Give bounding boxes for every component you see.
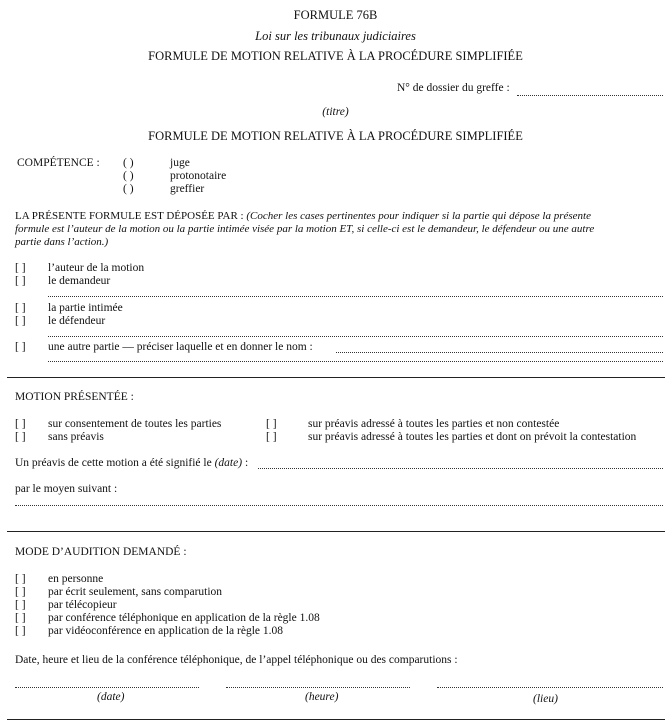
competence-checkbox-juge[interactable]: ( ) xyxy=(123,157,134,169)
hearing-date-label: (date) xyxy=(97,691,125,703)
form-number: FORMULE 76B xyxy=(293,8,378,22)
hearing-heading: MODE D’AUDITION DEMANDÉ : xyxy=(15,546,187,558)
notice-colon: : xyxy=(244,457,249,469)
means-field[interactable] xyxy=(15,505,663,506)
competence-label: COMPÉTENCE : xyxy=(17,157,100,169)
notice-date-label: (date) xyxy=(214,457,243,469)
hearing-time-label: (heure) xyxy=(305,691,339,703)
filed-by-heading: LA PRÉSENTE FORMULE EST DÉPOSÉE PAR : xyxy=(15,210,244,222)
checkbox-par-ecrit[interactable]: [ ] xyxy=(15,586,26,598)
title-placeholder: (titre) xyxy=(322,106,349,118)
section-divider-2 xyxy=(7,531,665,532)
option-consentement: sur consentement de toutes les parties xyxy=(48,418,222,430)
option-videoconference: par vidéoconférence en application de la règle 1.08 xyxy=(48,625,283,637)
notice-prefix: Un préavis de cette motion a été signifié le xyxy=(15,457,212,469)
hearing-time-field[interactable] xyxy=(226,687,410,688)
option-preavis-non-contestee: sur préavis adressé à toutes les parties et non contestée xyxy=(308,418,560,430)
competence-checkbox-greffier[interactable]: ( ) xyxy=(123,183,134,195)
competence-option-greffier: greffier xyxy=(170,183,205,195)
option-preavis-contestation: sur préavis adressé à toutes les parties et dont on prévoit la contestation xyxy=(308,431,637,443)
hearing-date-field[interactable] xyxy=(15,687,199,688)
checkbox-en-personne[interactable]: [ ] xyxy=(15,573,26,585)
checkbox-defendeur[interactable]: [ ] xyxy=(15,315,26,327)
option-sans-preavis: sans préavis xyxy=(48,431,104,443)
checkbox-auteur-motion[interactable]: [ ] xyxy=(15,262,26,274)
checkbox-partie-intimee[interactable]: [ ] xyxy=(15,302,26,314)
option-telecopieur: par télécopieur xyxy=(48,599,117,611)
defendeur-name-field[interactable] xyxy=(48,336,663,337)
autre-partie-field[interactable] xyxy=(336,352,663,353)
checkbox-telecopieur[interactable]: [ ] xyxy=(15,599,26,611)
filed-by-instruction-2: formule est l’auteur de la motion ou la partie intimée visée par la motion ET, si celle-ci est le demandeur, le défendeur ou une autre xyxy=(15,223,595,235)
section-divider xyxy=(7,377,665,378)
checkbox-sans-preavis[interactable]: [ ] xyxy=(15,431,26,443)
law-name: Loi sur les tribunaux judiciaires xyxy=(255,29,416,43)
checkbox-preavis-non-contestee[interactable]: [ ] xyxy=(266,418,277,430)
demandeur-name-field[interactable] xyxy=(48,296,663,297)
bottom-divider xyxy=(7,719,665,720)
checkbox-consentement[interactable]: [ ] xyxy=(15,418,26,430)
hearing-details-label: Date, heure et lieu de la conférence téléphonique, de l’appel téléphonique ou des comparutions : xyxy=(15,654,458,666)
option-autre-partie: une autre partie — préciser laquelle et en donner le nom : xyxy=(48,341,313,353)
option-conference-telephonique: par conférence téléphonique en application de la règle 1.08 xyxy=(48,612,320,624)
competence-checkbox-protonotaire[interactable]: ( ) xyxy=(123,170,134,182)
checkbox-autre-partie[interactable]: [ ] xyxy=(15,341,26,353)
checkbox-conference-telephonique[interactable]: [ ] xyxy=(15,612,26,624)
filed-by-heading-line1 xyxy=(15,210,591,222)
notice-date-field[interactable] xyxy=(258,468,663,469)
autre-partie-field-2[interactable] xyxy=(48,361,663,362)
option-auteur-motion: l’auteur de la motion xyxy=(48,262,145,274)
file-number-field[interactable] xyxy=(517,95,663,96)
option-en-personne: en personne xyxy=(48,573,104,585)
form-title-2: FORMULE DE MOTION RELATIVE À LA PROCÉDURE SIMPLIFIÉE xyxy=(148,129,523,143)
filed-by-instruction-1: (Cocher les cases pertinentes pour indiquer si la partie qui dépose la présente xyxy=(246,210,591,222)
file-number-label: N° de dossier du greffe : xyxy=(397,82,510,94)
option-par-ecrit: par écrit seulement, sans comparution xyxy=(48,586,223,598)
checkbox-videoconference[interactable]: [ ] xyxy=(15,625,26,637)
checkbox-demandeur[interactable]: [ ] xyxy=(15,275,26,287)
means-label: par le moyen suivant : xyxy=(15,483,118,495)
hearing-place-label: (lieu) xyxy=(533,693,558,705)
option-partie-intimee: la partie intimée xyxy=(48,302,123,314)
form-title: FORMULE DE MOTION RELATIVE À LA PROCÉDURE SIMPLIFIÉE xyxy=(148,49,523,63)
competence-option-juge: juge xyxy=(170,157,190,169)
option-demandeur: le demandeur xyxy=(48,275,111,287)
option-defendeur: le défendeur xyxy=(48,315,106,327)
filed-by-instruction-3: partie dans l’action.) xyxy=(15,236,109,248)
checkbox-preavis-contestation[interactable]: [ ] xyxy=(266,431,277,443)
hearing-place-field[interactable] xyxy=(437,687,663,688)
competence-option-protonotaire: protonotaire xyxy=(170,170,227,182)
motion-heading: MOTION PRÉSENTÉE : xyxy=(15,391,134,403)
notice-line xyxy=(15,457,248,469)
